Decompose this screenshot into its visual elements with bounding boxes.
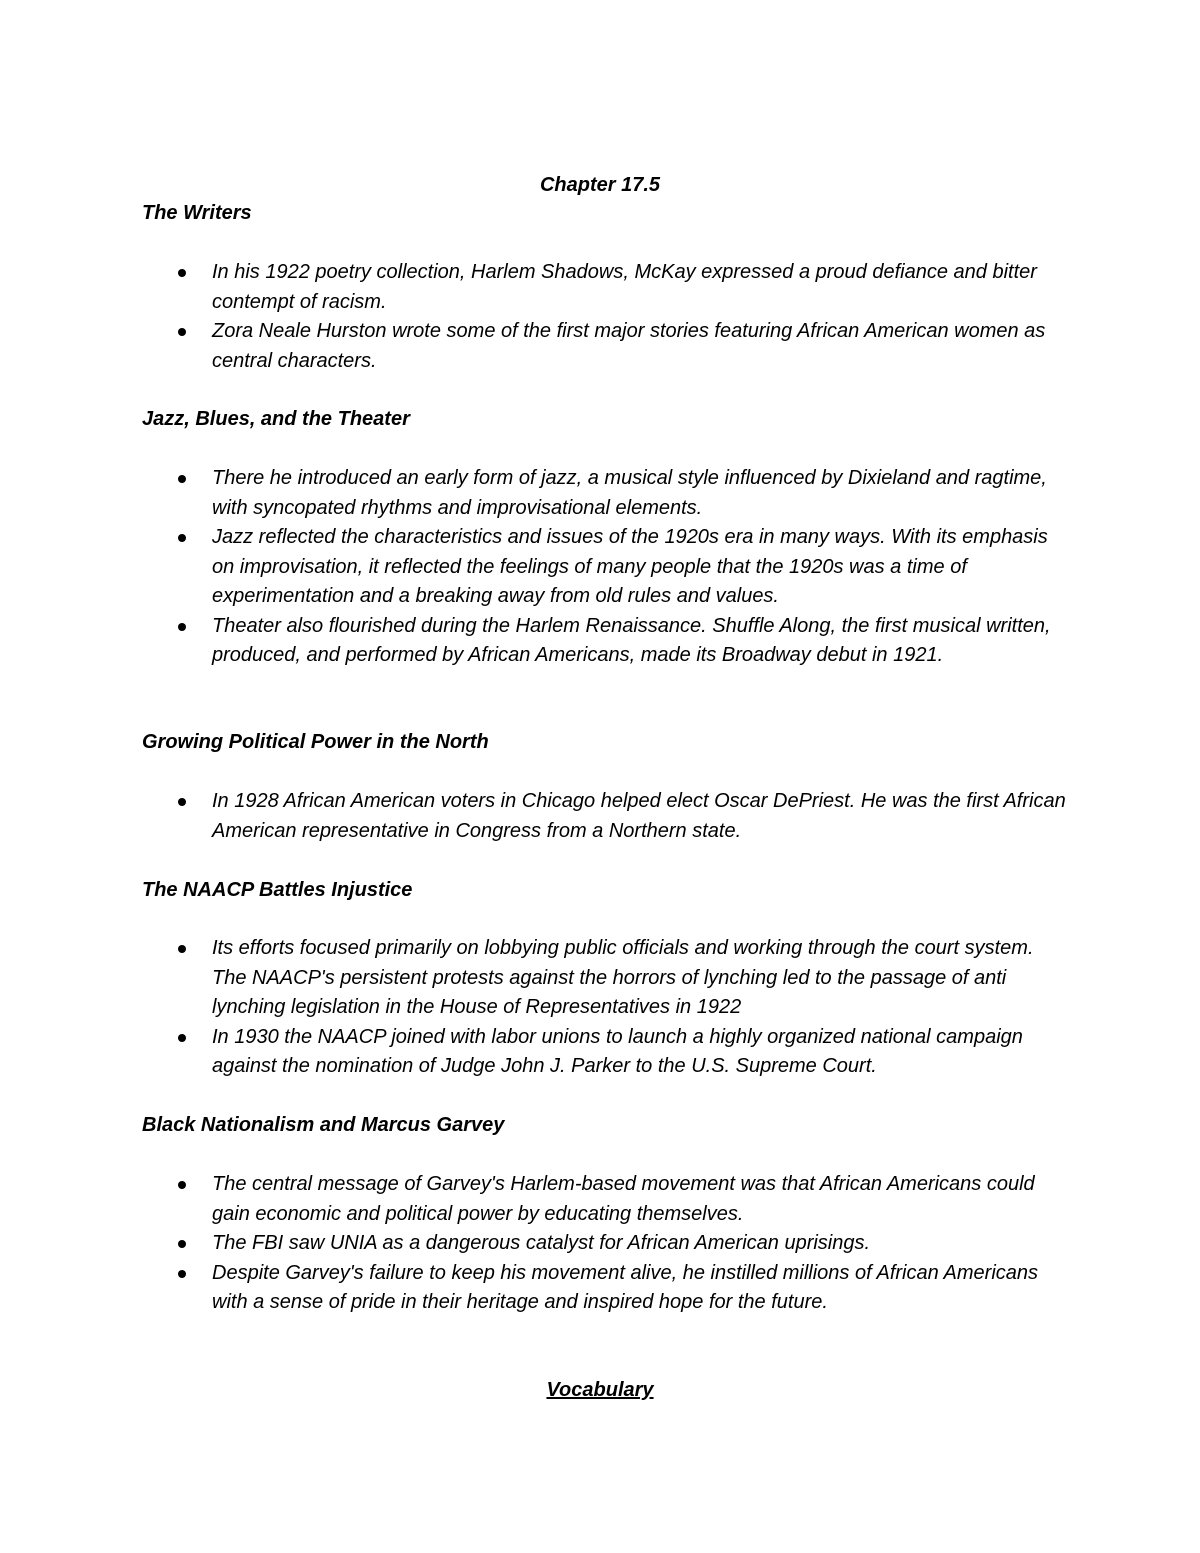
list-item: There he introduced an early form of jazz, a musical style influenced by Dixieland and ragtime, with syncopated rhythms and improvisational elements. xyxy=(212,464,1072,523)
section-heading-jazz: Jazz, Blues, and the Theater xyxy=(142,408,410,430)
bullet-dot-icon xyxy=(178,1034,186,1042)
bullet-dot-icon xyxy=(178,945,186,953)
bullet-dot-icon xyxy=(178,475,186,483)
section-heading-garvey: Black Nationalism and Marcus Garvey xyxy=(142,1114,505,1136)
bullet-dot-icon xyxy=(178,1240,186,1248)
vocabulary-heading: Vocabulary xyxy=(546,1379,654,1401)
bullet-dot-icon xyxy=(178,269,186,277)
list-item: The FBI saw UNIA as a dangerous catalyst for African American uprisings. xyxy=(212,1229,1072,1259)
list-item: Despite Garvey's failure to keep his movement alive, he instilled millions of African Americans with a sense of pride in their heritage and inspired hope for the future. xyxy=(212,1259,1072,1318)
section-heading-political-power: Growing Political Power in the North xyxy=(142,731,489,753)
bullet-list-political-power xyxy=(212,787,1072,846)
list-item: The central message of Garvey's Harlem-based movement was that African Americans could gain economic and political power by educating themselves. xyxy=(212,1170,1072,1229)
bullet-dot-icon xyxy=(178,798,186,806)
list-item: Zora Neale Hurston wrote some of the first major stories featuring African American women as central characters. xyxy=(212,317,1072,376)
list-item: In his 1922 poetry collection, Harlem Shadows, McKay expressed a proud defiance and bitter contempt of racism. xyxy=(212,258,1072,317)
bullet-list-naacp xyxy=(212,934,1072,1082)
section-heading-naacp: The NAACP Battles Injustice xyxy=(142,879,413,901)
bullet-dot-icon xyxy=(178,623,186,631)
bullet-dot-icon xyxy=(178,328,186,336)
list-item: Its efforts focused primarily on lobbying public officials and working through the court system. The NAACP's persistent protests against the horrors of lynching led to the passage of anti lynching legislation in the House of Representatives in 1922 xyxy=(212,934,1072,1023)
bullet-dot-icon xyxy=(178,1181,186,1189)
list-item: Jazz reflected the characteristics and issues of the 1920s era in many ways. With its emphasis on improvisation, it reflected the feelings of many people that the 1920s was a time of experimentation and a breaking away from old rules and values. xyxy=(212,523,1072,612)
chapter-title: Chapter 17.5 xyxy=(539,174,661,196)
bullet-dot-icon xyxy=(178,534,186,542)
bullet-list-garvey xyxy=(212,1170,1072,1318)
list-item: In 1930 the NAACP joined with labor unions to launch a highly organized national campaign against the nomination of Judge John J. Parker to the U.S. Supreme Court. xyxy=(212,1023,1072,1082)
section-heading-writers: The Writers xyxy=(142,202,252,224)
list-item: In 1928 African American voters in Chicago helped elect Oscar DePriest. He was the first African American representative in Congress from a Northern state. xyxy=(212,787,1072,846)
list-item: Theater also flourished during the Harlem Renaissance. Shuffle Along, the first musical written, produced, and performed by African Americans, made its Broadway debut in 1921. xyxy=(212,612,1072,671)
bullet-dot-icon xyxy=(178,1270,186,1278)
bullet-list-jazz xyxy=(212,464,1072,671)
bullet-list-writers xyxy=(212,258,1072,376)
